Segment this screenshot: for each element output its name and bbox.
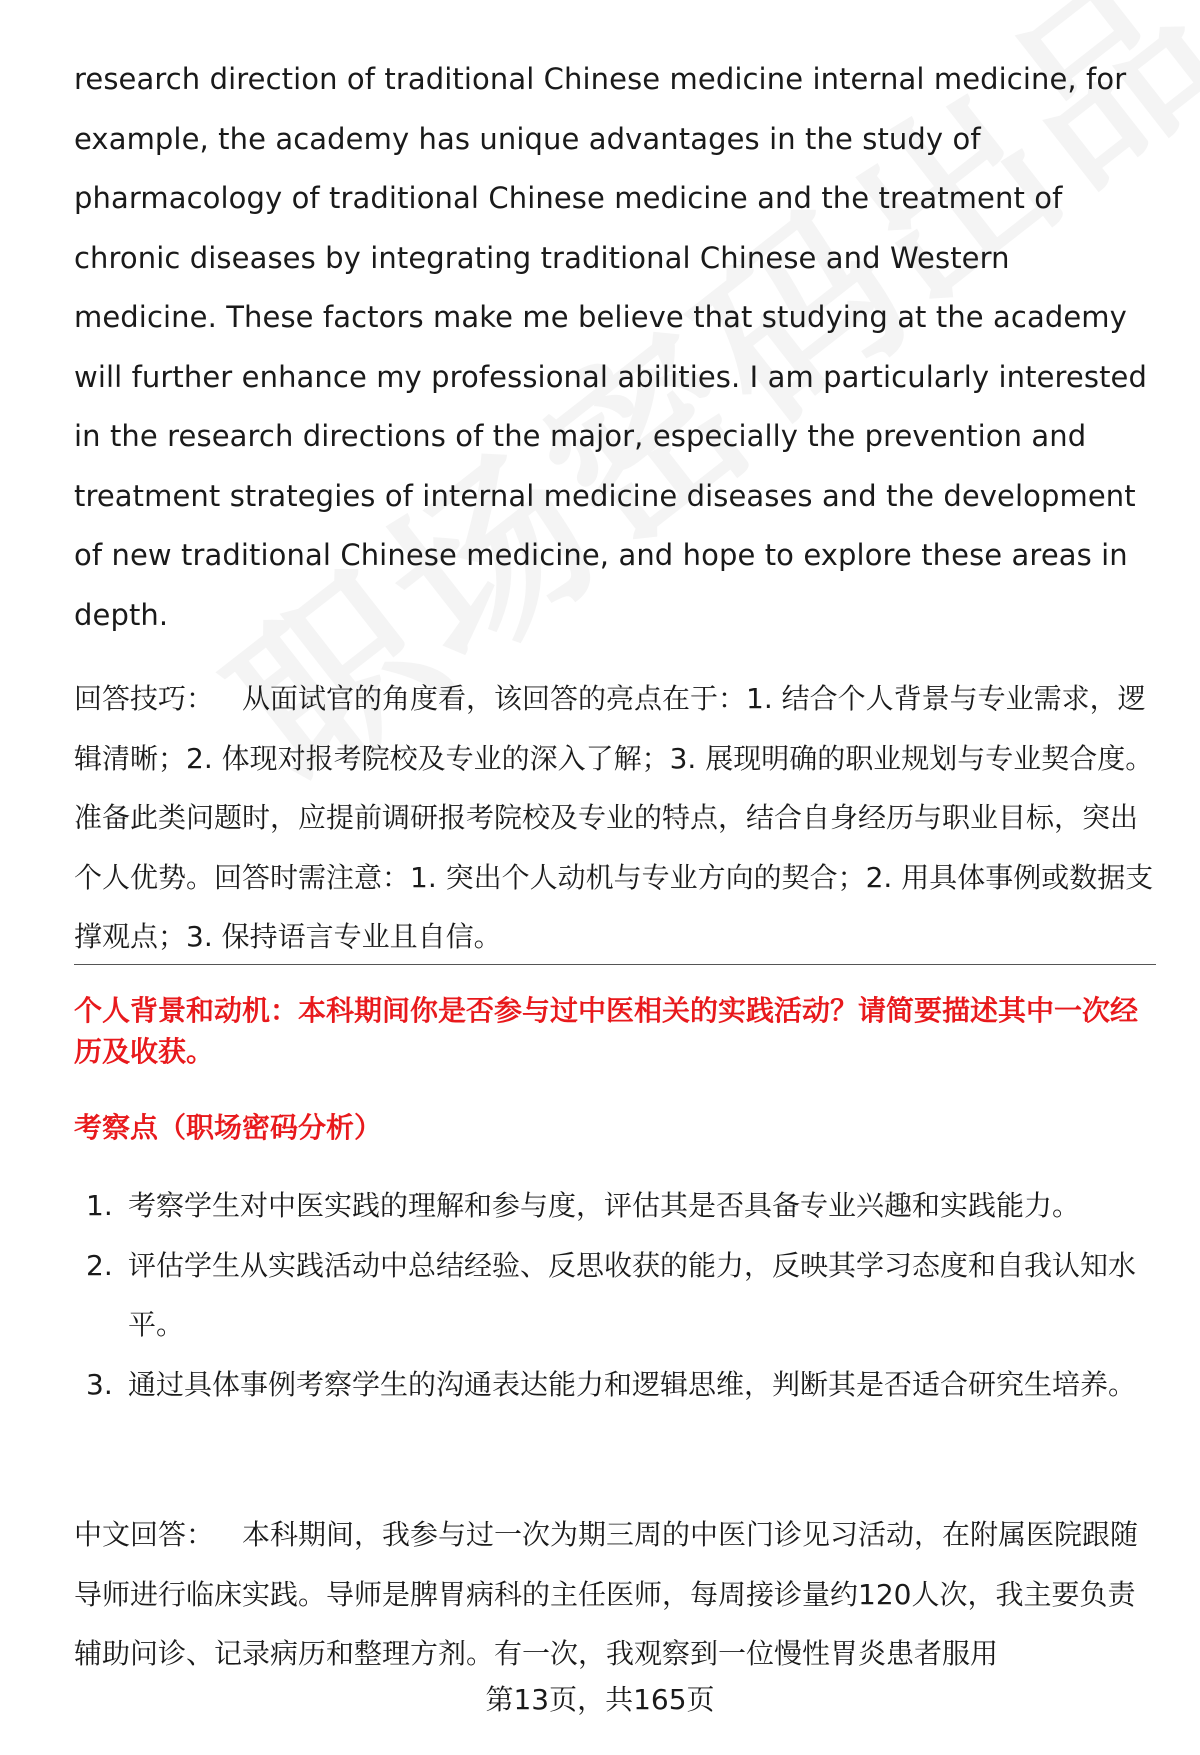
chinese-answer-text: 本科期间，我参与过一次为期三周的中医门诊见习活动，在附属医院跟随导师进行临床实践。导师是脾胃病科的主任医师，每周接诊量约120人次，我主要负责辅助问诊、记录病历和整理方剂。有一次，我观察到一位慢性胃炎患者服用	[74, 1518, 1139, 1670]
chinese-answer-paragraph	[74, 1505, 1156, 1684]
tips-label: 回答技巧：	[74, 682, 215, 715]
list-item	[74, 1236, 1154, 1355]
assessment-points-list	[74, 1176, 1154, 1414]
page-number-footer: 第13页，共165页	[485, 1683, 715, 1716]
question-heading: 个人背景和动机：本科期间你是否参与过中医相关的实践活动？请简要描述其中一次经历及收获。	[74, 994, 1139, 1068]
list-item-text: 考察学生对中医实践的理解和参与度，评估其是否具备专业兴趣和实践能力。	[128, 1189, 1081, 1222]
answer-tips-paragraph	[74, 669, 1154, 967]
top-content	[74, 50, 1154, 967]
list-item-number: 3.	[86, 1367, 113, 1401]
list-item	[74, 1176, 1154, 1236]
tips-text: 从面试官的角度看，该回答的亮点在于：1. 结合个人背景与专业需求，逻辑清晰；2. 体现对报考院校及专业的深入了解；3. 展现明确的职业规划与专业契合度。准备此类问题时，应提前调研报考院校及专业的特点，结合自身经历与职业目标，突出个人优势。回答时需注意：1. 突出个人动机与专业方向的契合；2. 用具体事例或数据支撑观点；3. 保持语言专业且自信。	[74, 682, 1154, 953]
list-item-number: 1.	[86, 1189, 113, 1222]
list-item-text: 通过具体事例考察学生的沟通表达能力和逻辑思维，判断其是否适合研究生培养。	[128, 1367, 1137, 1401]
assessment-title: 考察点（职场密码分析）	[74, 1111, 383, 1144]
chinese-answer-label: 中文回答：	[74, 1518, 215, 1551]
list-item-number: 2.	[86, 1248, 113, 1282]
english-answer-paragraph: research direction of traditional Chinese medicine internal medicine, for example, the academy has unique advantages in the study of pharmacology of traditional Chinese medicine and the treatment of chronic diseases by integrating traditional Chinese and Western medicine. These factors make me believe that studying at the academy will further enhance my professional abilities. I am particularly interested in the research directions of the major, especially the prevention and treatment strategies of internal medicine diseases and the development of new traditional Chinese medicine, and hope to explore these areas in depth.	[74, 62, 1147, 632]
list-item	[74, 1355, 1154, 1415]
list-item-text: 评估学生从实践活动中总结经验、反思收获的能力，反映其学习态度和自我认知水平。	[128, 1248, 1137, 1341]
section-divider	[74, 964, 1156, 965]
